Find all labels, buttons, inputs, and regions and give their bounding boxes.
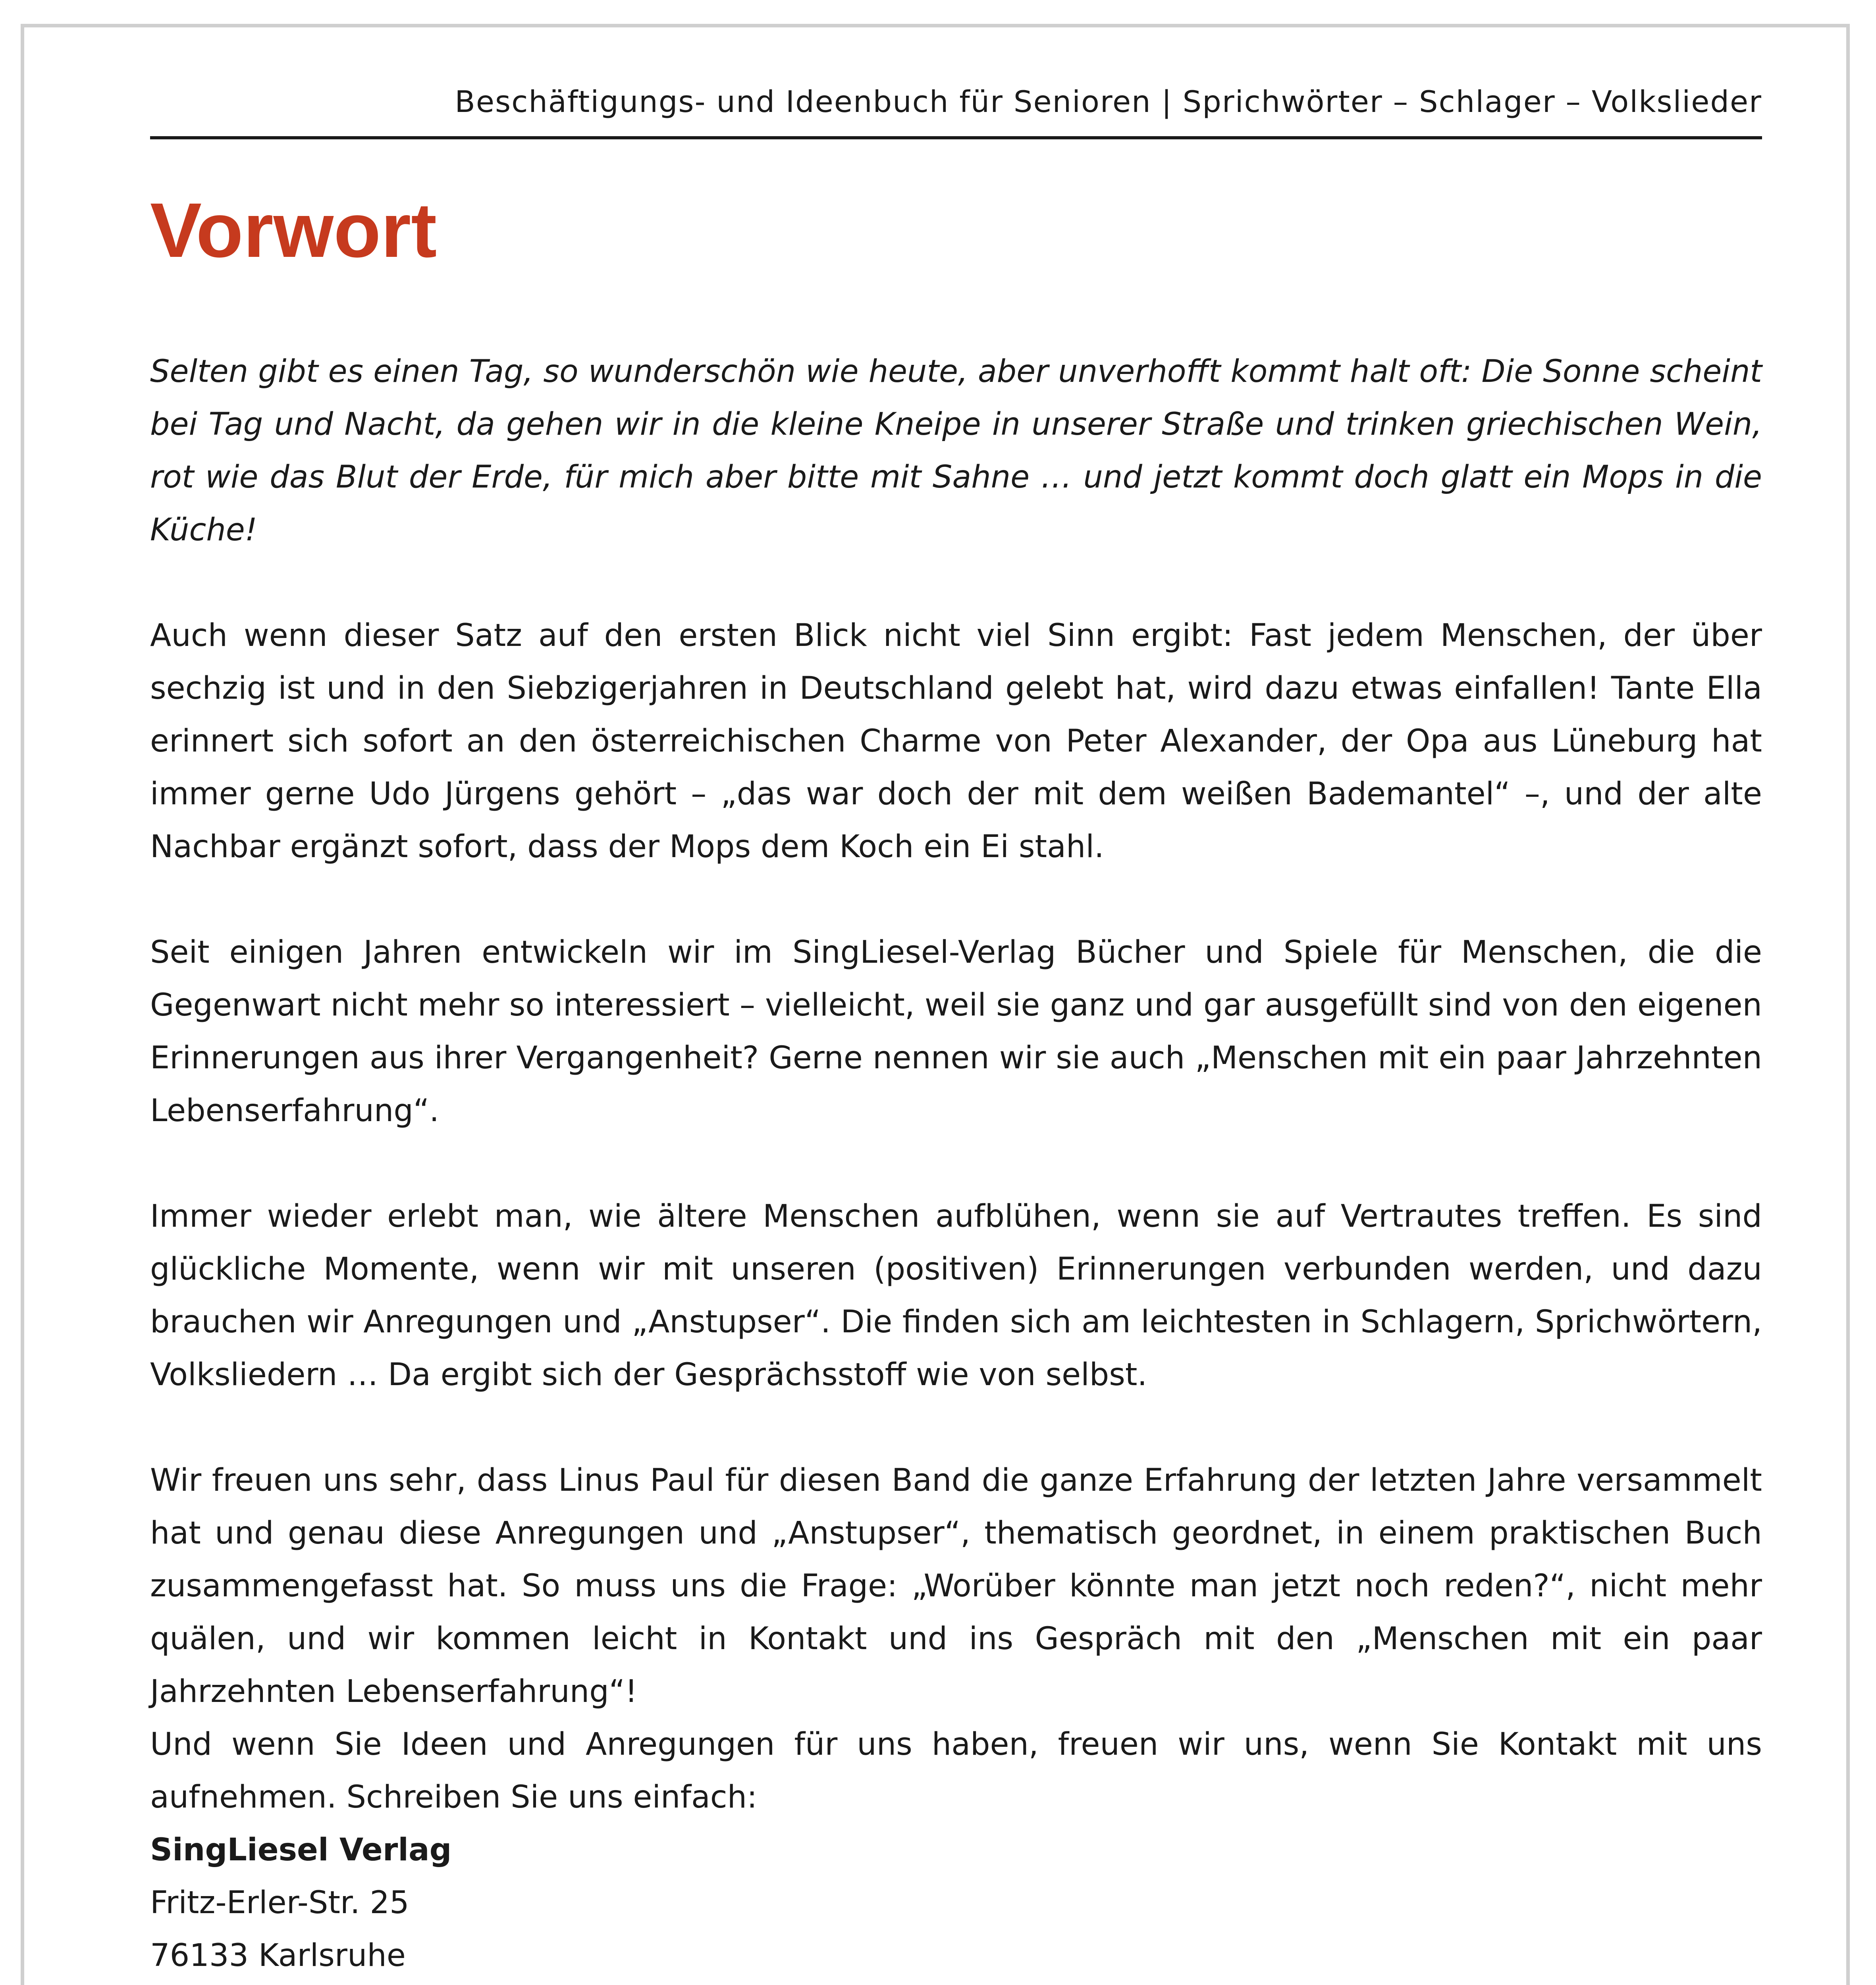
publisher-address bbox=[150, 1824, 1762, 1985]
header-rule bbox=[150, 136, 1762, 139]
page-title: Vorwort bbox=[150, 187, 437, 274]
publisher-street: Fritz-Erler-Str. 25 bbox=[150, 1885, 409, 1921]
paragraph-4: Wir freuen uns sehr, dass Linus Paul für diesen Band die ganze Erfahrung der letzten Jahre versammelt hat und genau diese Anregungen und „Anstupser“, thematisch geordnet, in einem praktischen Buch zusammengefasst hat. So muss uns die Frage: „Worüber könnte man jetzt noch reden?“, nicht mehr quälen, und wir kommen leicht in Kontakt und ins Gespräch mit den „Menschen mit ein paar Jahrzehnten Lebenserfahrung“! bbox=[150, 1463, 1762, 1709]
paragraph-gap bbox=[150, 557, 1762, 609]
running-header: Beschäftigungs- und Ideenbuch für Senioren | Sprichwörter – Schlager – Volkslieder bbox=[455, 84, 1762, 119]
paragraph-gap bbox=[150, 873, 1762, 926]
paragraph-3: Immer wieder erlebt man, wie ältere Menschen aufblühen, wenn sie auf Vertrautes treffen. Es sind glückliche Momente, wenn wir mit unseren (positiven) Erinnerungen verbunden werden, und dazu brauchen wir Anregungen und „Anstupser“. Die finden sich am leichtesten in Schlagern, Sprichwörtern, Volksliedern … Da ergibt sich der Gesprächsstoff wie von selbst. bbox=[150, 1199, 1762, 1393]
intro-paragraph: Selten gibt es einen Tag, so wunderschön wie heute, aber unverhofft kommt halt oft: Die Sonne scheint bei Tag und Nacht, da gehen wir in die kleine Kneipe in unserer Straße und trinken griechischen Wein, rot wie das Blut der Erde, für mich aber bitte mit Sahne … und jetzt kommt doch glatt ein Mops in die Küche! bbox=[150, 354, 1762, 548]
publisher-name: SingLiesel Verlag bbox=[150, 1832, 452, 1868]
publisher-city: 76133 Karlsruhe bbox=[150, 1938, 406, 1973]
paragraph-gap bbox=[150, 1401, 1762, 1454]
paragraph-gap bbox=[150, 1137, 1762, 1190]
body-text bbox=[150, 345, 1762, 1985]
publisher-email bbox=[150, 1982, 1762, 1985]
paragraph-2: Seit einigen Jahren entwickeln wir im SingLiesel-Verlag Bücher und Spiele für Menschen, die die Gegenwart nicht mehr so interessiert – vielleicht, weil sie ganz und gar ausgefüllt sind von den eigenen Erinnerungen aus ihrer Vergangenheit? Gerne nennen wir sie auch „Menschen mit ein paar Jahrzehnten Lebenserfahrung“. bbox=[150, 935, 1762, 1129]
paragraph-1: Auch wenn dieser Satz auf den ersten Blick nicht viel Sinn ergibt: Fast jedem Menschen, der über sechzig ist und in den Siebzigerjahren in Deutschland gelebt hat, wird dazu etwas einfallen! Tante Ella erinnert sich sofort an den österreichischen Charme von Peter Alexander, der Opa aus Lüneburg hat immer gerne Udo Jürgens gehört – „das war doch der mit dem weißen Bademantel“ –, und der alte Nachbar ergänzt sofort, dass der Mops dem Koch ein Ei stahl. bbox=[150, 618, 1762, 865]
paragraph-5: Und wenn Sie Ideen und Anregungen für uns haben, freuen wir uns, wenn Sie Kontakt mit uns aufnehmen. Schreiben Sie uns einfach: bbox=[150, 1727, 1762, 1815]
